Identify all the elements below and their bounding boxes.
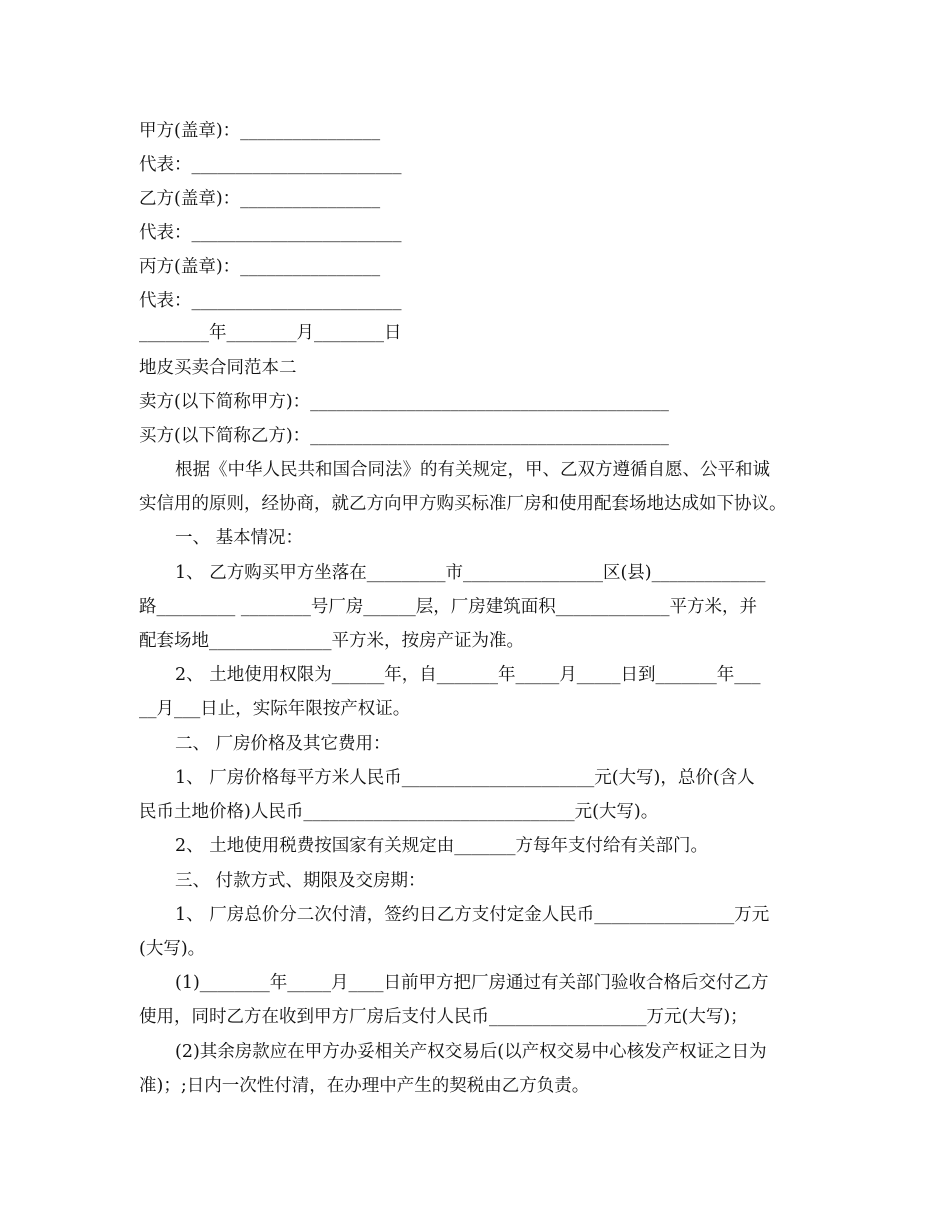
- clause-3-1-sub1-line-2: 使用，同时乙方在收到甲方厂房后支付人民币__________________万元(大写)；: [139, 1007, 748, 1027]
- clause-3-1-sub2-line-1: (2)其余房款应在甲方办妥相关产权交易后(以产权交易中心核发产权证之日为: [175, 1042, 767, 1062]
- party-c-representative-line: 代表：________________________: [139, 291, 402, 311]
- party-b-representative-line: 代表：________________________: [139, 223, 402, 243]
- party-a-seal-line: 甲方(盖章)：________________: [139, 121, 381, 141]
- preamble-line-1: 根据《中华人民共和国合同法》的有关规定，甲、乙双方遵循自愿、公平和诚: [175, 460, 770, 480]
- section-2-heading: 二、 厂房价格及其它费用：: [175, 734, 391, 754]
- clause-3-1-line-2: (大写)。: [139, 939, 206, 959]
- clause-1-2-line-1: 2、 土地使用权限为______年，自_______年_____月_____日到_______年___: [175, 665, 761, 685]
- party-a-representative-line: 代表：________________________: [139, 155, 402, 175]
- section-3-heading: 三、 付款方式、期限及交房期：: [175, 871, 426, 891]
- clause-2-2: 2、 土地使用税费按国家有关规定由_______方每年支付给有关部门。: [175, 836, 708, 856]
- seller-line: 卖方(以下简称甲方)：_________________________________________: [139, 392, 669, 412]
- clause-2-1-line-1: 1、 厂房价格每平方米人民币______________________元(大写)，总价(含人: [175, 768, 755, 788]
- clause-3-1-line-1: 1、 厂房总价分二次付清，签约日乙方支付定金人民币________________万元: [175, 905, 770, 925]
- section-1-heading: 一、 基本情况：: [175, 528, 304, 548]
- clause-2-1-line-2: 民币土地价格)人民币_______________________________元(大写)。: [139, 802, 659, 822]
- clause-1-1-line-3: 配套场地______________平方米，按房产证为准。: [139, 631, 524, 651]
- clause-3-1-sub1-line-1: (1)________年_____月____日前甲方把厂房通过有关部门验收合格后交付乙方: [175, 973, 769, 993]
- party-b-seal-line: 乙方(盖章)：________________: [139, 189, 381, 209]
- clause-1-2-line-2: __月___日止，实际年限按产权证。: [139, 699, 411, 719]
- clause-1-1-line-2: 路_________ ________号厂房______层，厂房建筑面积_____________平方米，并: [139, 597, 758, 617]
- date-line: ________年________月________日: [139, 323, 402, 343]
- buyer-line: 买方(以下简称乙方)：_________________________________________: [139, 426, 669, 446]
- contract-title: 地皮买卖合同范本二: [139, 358, 297, 378]
- party-c-seal-line: 丙方(盖章)：________________: [139, 257, 381, 277]
- clause-3-1-sub2-line-2: 准)；;日内一次性付清，在办理中产生的契税由乙方负责。: [139, 1076, 590, 1096]
- preamble-line-2: 实信用的原则，经协商，就乙方向甲方购买标准厂房和使用配套场地达成如下协议。: [139, 494, 787, 514]
- clause-1-1-line-1: 1、 乙方购买甲方坐落在_________市________________区(县)_____________: [175, 563, 766, 583]
